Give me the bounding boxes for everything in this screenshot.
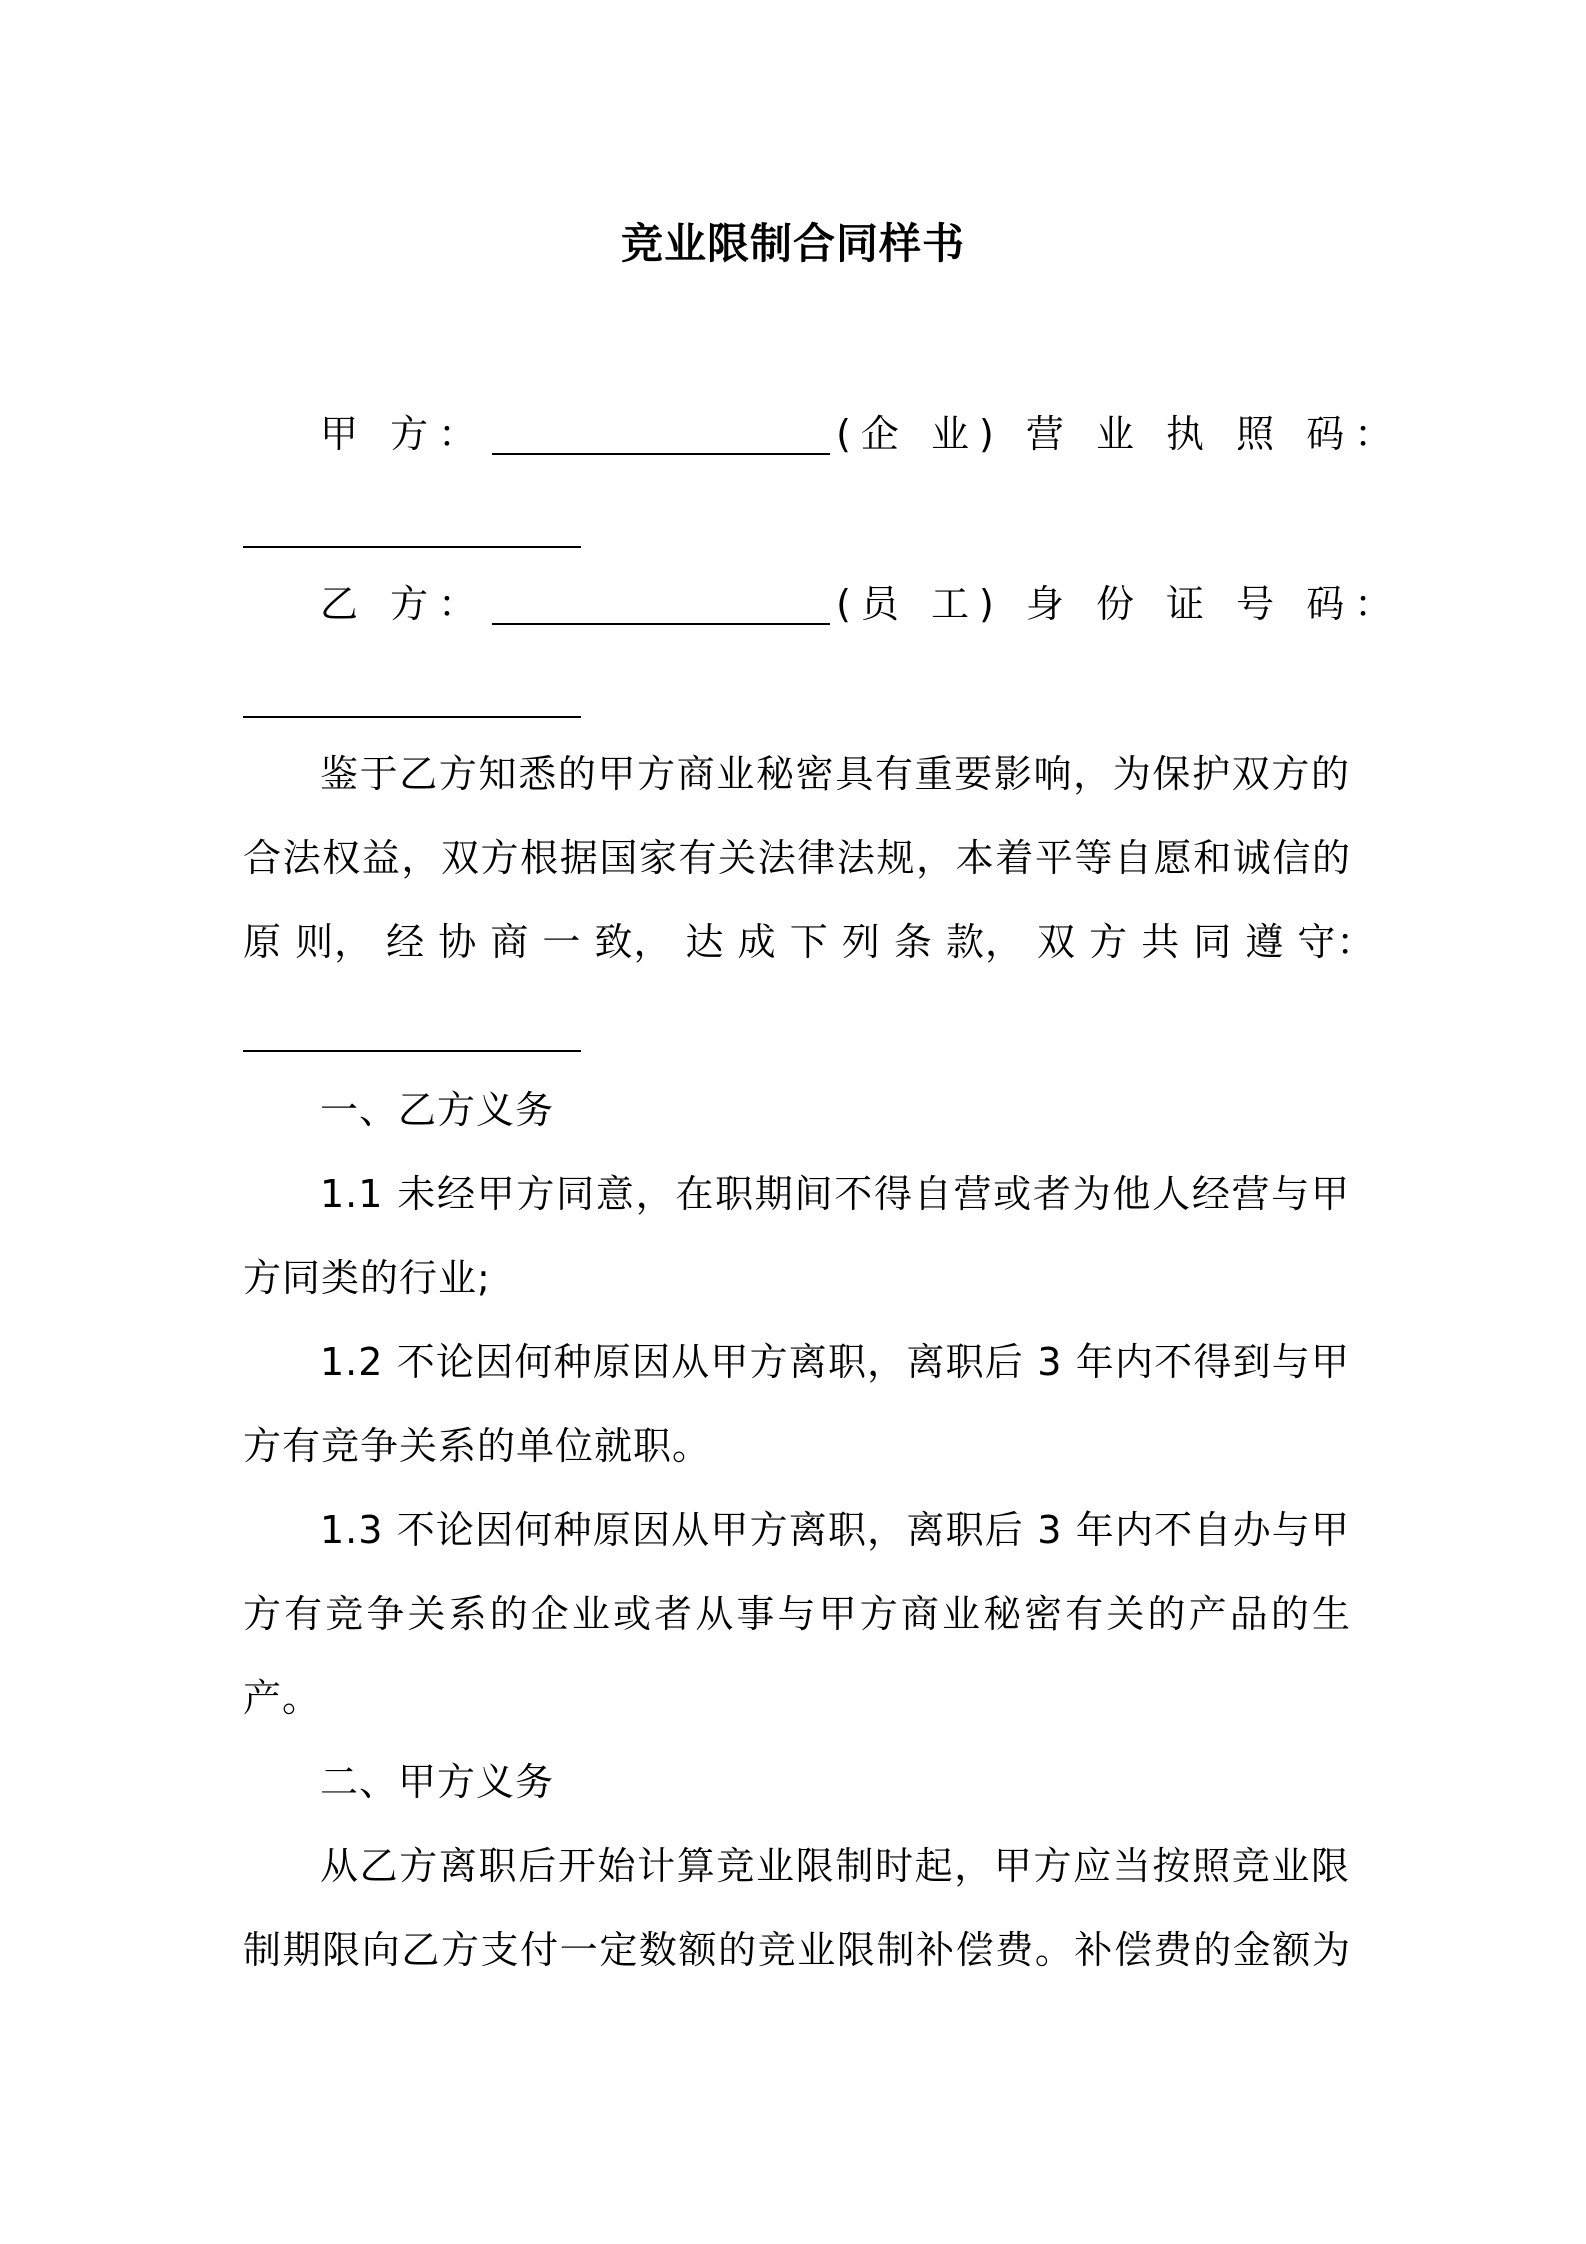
clause-1-2-line-1: 1.2 不论因何种原因从甲方离职，离职后 3 年内不得到与甲 — [320, 1340, 1350, 1384]
party-a-suffix: (企 业) 营 业 执 照 码： — [836, 412, 1403, 456]
party-a-line — [320, 406, 1403, 462]
clause-1-1-line-2: 方同类的行业; — [243, 1256, 491, 1300]
clause-1-3-line-1: 1.3 不论因何种原因从甲方离职，离职后 3 年内不自办与甲 — [320, 1508, 1350, 1552]
party-b-suffix: (员 工) 身 份 证 号 码： — [836, 582, 1403, 626]
party-a-label: 甲 方： — [320, 412, 487, 456]
section-1-heading: 一、乙方义务 — [320, 1088, 555, 1132]
preamble-blank[interactable] — [243, 1050, 581, 1052]
party-b-line — [320, 576, 1403, 632]
clause-1-3-line-3: 产。 — [243, 1676, 322, 1720]
preamble-line-3: 原 则， 经 协 商 一 致， 达 成 下 列 条 款， 双 方 共 同 遵 守： — [243, 920, 1376, 964]
preamble-line-1: 鉴于乙方知悉的甲方商业秘密具有重要影响，为保护双方的 — [320, 752, 1350, 796]
party-a-name-blank[interactable] — [492, 453, 830, 455]
party-b-id-blank[interactable] — [243, 716, 581, 718]
section-2-line-2: 制期限向乙方支付一定数额的竞业限制补偿费。补偿费的金额为 — [243, 1928, 1351, 1972]
party-b-label: 乙 方： — [320, 582, 487, 626]
clause-1-1-line-1: 1.1 未经甲方同意，在职期间不得自营或者为他人经营与甲 — [320, 1172, 1350, 1216]
document-title: 竞业限制合同样书 — [620, 219, 965, 268]
clause-1-2-line-2: 方有竞争关系的单位就职。 — [243, 1424, 712, 1468]
clause-1-3-line-2: 方有竞争关系的企业或者从事与甲方商业秘密有关的产品的生 — [243, 1592, 1351, 1636]
section-2-line-1: 从乙方离职后开始计算竞业限制时起，甲方应当按照竞业限 — [320, 1844, 1350, 1888]
party-a-license-blank[interactable] — [243, 546, 581, 548]
preamble-line-2: 合法权益，双方根据国家有关法律法规，本着平等自愿和诚信的 — [243, 836, 1351, 880]
section-2-heading: 二、甲方义务 — [320, 1760, 555, 1804]
party-b-name-blank[interactable] — [492, 623, 830, 625]
